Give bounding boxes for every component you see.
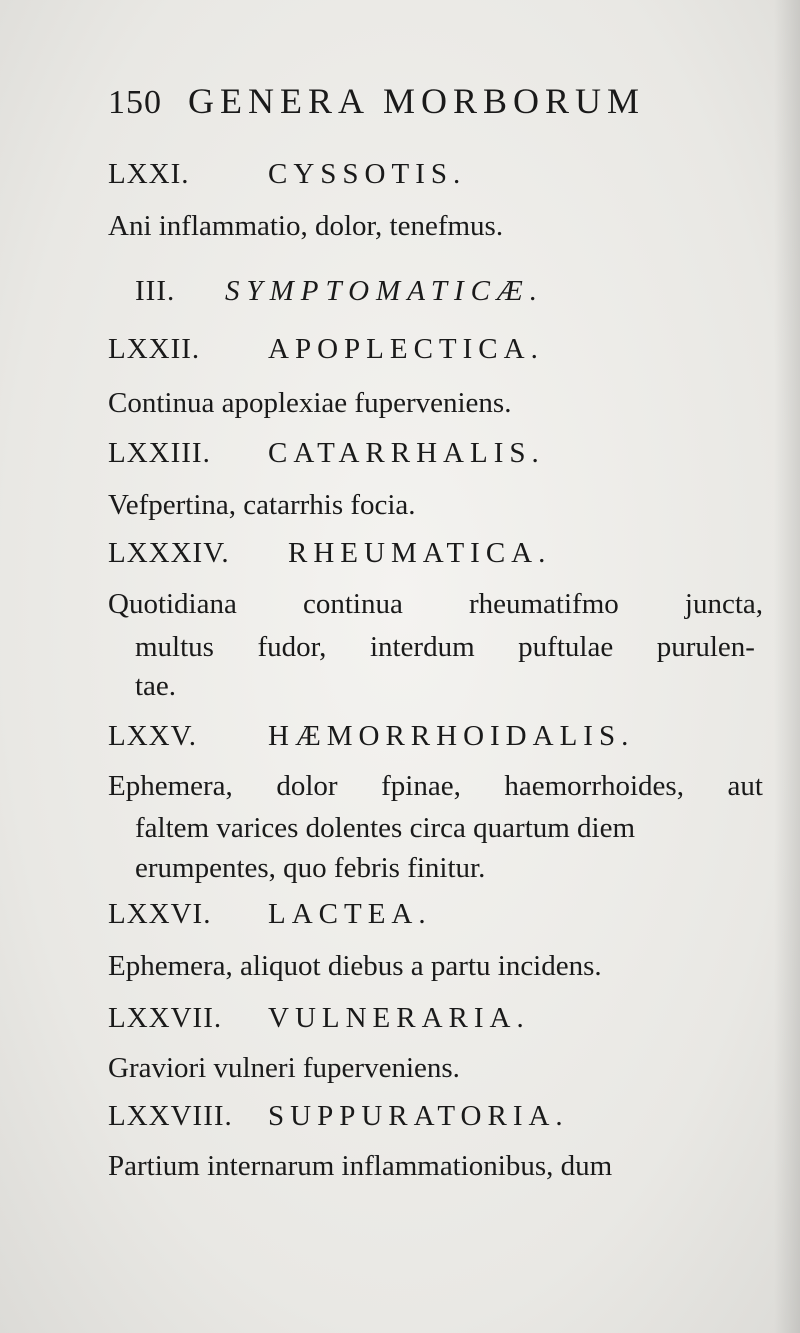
page-spine-shadow <box>774 0 800 1333</box>
entry-name: CATARRHALIS. <box>268 437 545 469</box>
entry-heading-apoplectica <box>108 333 768 366</box>
entry-description-line: tae. <box>135 670 177 702</box>
entry-name: CYSSOTIS. <box>268 158 467 190</box>
word: dolor <box>276 770 338 802</box>
word: multus <box>135 631 214 663</box>
entry-description: Partium internarum inflammationibus, dum <box>108 1150 613 1182</box>
entry-name: VULNERARIA. <box>268 1002 530 1034</box>
entry-heading-catarrhalis <box>108 437 768 470</box>
section-heading-symptomaticae <box>135 275 795 308</box>
entry-numeral: LXXVI. <box>108 898 212 930</box>
word: juncta, <box>684 588 763 620</box>
word: haemorrhoides, <box>504 770 684 802</box>
word: purulen- <box>656 631 755 663</box>
entry-heading-suppuratoria <box>108 1100 768 1133</box>
entry-description: Ephemera, aliquot diebus a partu incidens. <box>108 950 602 982</box>
entry-description-line <box>108 770 763 803</box>
word: fudor, <box>257 631 327 663</box>
section-numeral: III. <box>135 275 176 307</box>
entry-name: SUPPURATORIA. <box>268 1100 569 1132</box>
entry-name: LACTEA. <box>268 898 432 930</box>
running-title: GENERA MORBORUM <box>188 81 646 121</box>
entry-heading-lactea <box>108 898 768 931</box>
word: puftulae <box>518 631 614 663</box>
word: interdum <box>369 631 475 663</box>
entry-description: Continua apoplexiae fuperveniens. <box>108 387 512 419</box>
entry-description-line <box>108 588 763 621</box>
entry-name: HÆMORRHOIDALIS. <box>268 720 635 752</box>
page-header <box>108 80 708 122</box>
entry-name: RHEUMATICA. <box>288 537 552 569</box>
entry-description: Vefpertina, catarrhis focia. <box>108 489 416 521</box>
entry-numeral: LXXV. <box>108 720 198 752</box>
entry-numeral: LXXIII. <box>108 437 211 469</box>
entry-description-line <box>135 631 755 664</box>
page-number: 150 <box>108 84 162 121</box>
entry-numeral: LXXVII. <box>108 1002 223 1034</box>
entry-name: APOPLECTICA. <box>268 333 544 365</box>
section-name: SYMPTOMATICÆ. <box>225 275 545 307</box>
entry-description: Graviori vulneri fuperveniens. <box>108 1052 460 1084</box>
entry-heading-rheumatica <box>108 537 768 570</box>
entry-numeral: LXXVIII. <box>108 1100 233 1132</box>
entry-heading-cyssotis <box>108 158 768 191</box>
word: aut <box>727 770 763 802</box>
word: continua <box>302 588 403 620</box>
entry-description-line: erumpentes, quo febris finitur. <box>135 852 486 884</box>
word: rheumatifmo <box>468 588 619 620</box>
entry-numeral: LXXI. <box>108 158 190 190</box>
word: fpinae, <box>381 770 461 802</box>
entry-description-line: faltem varices dolentes circa quartum diem <box>135 812 636 844</box>
entry-description: Ani inflammatio, dolor, tenefmus. <box>108 210 504 242</box>
entry-heading-vulneraria <box>108 1002 768 1035</box>
entry-numeral: LXXII. <box>108 333 201 365</box>
entry-numeral: LXXXIV. <box>108 537 230 569</box>
word: Quotidiana <box>108 588 237 620</box>
entry-heading-haemorrhoidalis <box>108 720 768 753</box>
word: Ephemera, <box>108 770 233 802</box>
